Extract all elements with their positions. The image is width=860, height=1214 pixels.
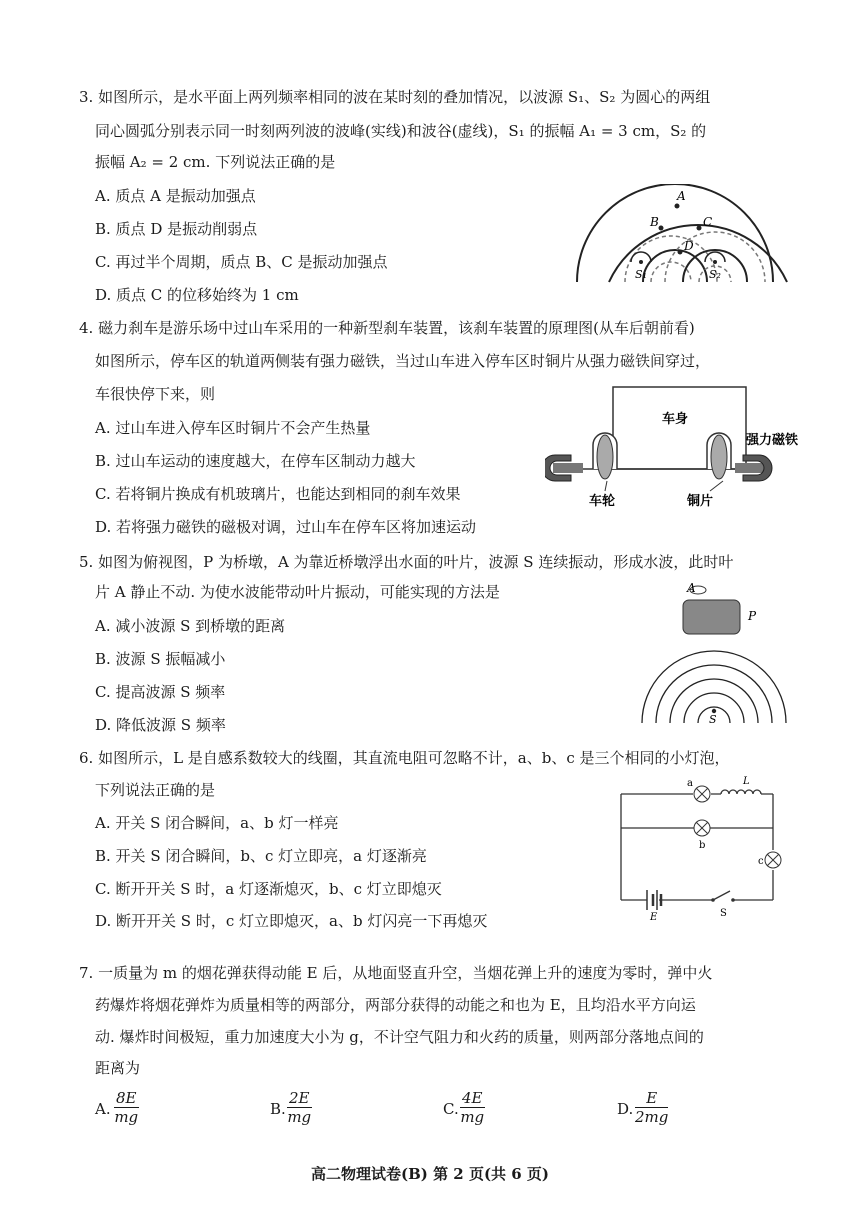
q7-option-d-label: D. (617, 1100, 634, 1118)
q7-option-b-label: B. (270, 1100, 286, 1118)
q4-option-c[interactable]: C. 若将铜片换成有机玻璃片，也能达到相同的刹车效果 (95, 485, 461, 503)
q6-label-a: a (687, 778, 693, 789)
q6-lamp-a (694, 786, 710, 802)
q5-bridge-pier (683, 600, 740, 634)
q4-right-copper (735, 463, 765, 473)
q4-left-copper (553, 463, 583, 473)
q7-option-a-denominator: mg (114, 1108, 139, 1126)
q4-label-magnet: 强力磁铁 (746, 433, 799, 448)
q3-label-a: A (677, 189, 686, 203)
q3-source-s2 (713, 260, 717, 264)
q6-lamp-b (694, 820, 710, 836)
q6-label-b: b (699, 840, 706, 851)
q6-label-s: S (720, 908, 727, 919)
q6-battery (647, 890, 661, 910)
q4-option-a[interactable]: A. 过山车进入停车区时铜片不会产生热量 (95, 419, 371, 437)
q7-line-1: 7. 一质量为 m 的烟花弹获得动能 E 后，从地面竖直升空，当烟花弹上升的速度为零时，弹中火 (79, 964, 713, 982)
q6-circuit-figure (617, 776, 785, 922)
q7-option-d-numerator: E (635, 1089, 668, 1108)
q7-option-c-label: C. (443, 1100, 459, 1118)
q3-source-s1 (639, 260, 643, 264)
q6-option-b[interactable]: B. 开关 S 闭合瞬间，b、c 灯立即亮，a 灯逐渐亮 (95, 847, 427, 865)
q4-label-body: 车身 (662, 412, 689, 427)
q4-option-d[interactable]: D. 若将强力磁铁的磁极对调，过山车在停车区将加速运动 (95, 518, 477, 536)
q3-label-s2: S₂ (709, 268, 721, 281)
q3-line-2: 同心圆弧分别表示同一时刻两列波的波峰(实线)和波谷(虚线)，S₁ 的振幅 A₁ = 3 cm，S₂ 的 (95, 122, 707, 140)
q6-label-l: L (743, 776, 750, 787)
q6-lamp-c (765, 852, 781, 868)
q3-line-3: 振幅 A₂ = 2 cm. 下列说法正确的是 (95, 153, 336, 171)
q4-option-b[interactable]: B. 过山车运动的速度越大，在停车区制动力越大 (95, 452, 416, 470)
q3-option-b[interactable]: B. 质点 D 是振动削弱点 (95, 220, 258, 238)
q3-label-d: D (684, 239, 694, 253)
q7-option-d-denominator: 2mg (635, 1108, 669, 1126)
q7-option-c-fraction (460, 1089, 485, 1126)
page-footer: 高二物理试卷(B) 第 2 页(共 6 页) (310, 1165, 550, 1183)
q4-label-copper: 铜片 (687, 494, 714, 509)
q4-line-2: 如图所示，停车区的轨道两侧装有强力磁铁，当过山车进入停车区时铜片从强力磁铁间穿过， (95, 352, 711, 370)
q6-line-1: 6. 如图所示，L 是自感系数较大的线圈，其直流电阻可忽略不计，a、b、c 是三个相同的小灯泡， (79, 749, 730, 767)
q3-label-s1: S₁ (635, 268, 647, 281)
q3-line-1: 3. 如图所示，是水平面上两列频率相同的波在某时刻的叠加情况，以波源 S₁、S₂ 为圆心的两组 (79, 88, 711, 106)
q6-option-c[interactable]: C. 断开开关 S 时，a 灯逐渐熄灭，b、c 灯立即熄灭 (95, 880, 442, 898)
q6-line-2: 下列说法正确的是 (95, 781, 216, 799)
q7-line-4: 距离为 (95, 1059, 141, 1077)
q4-magnetic-brake-figure (545, 383, 800, 513)
q6-option-d[interactable]: D. 断开开关 S 时，c 灯立即熄灭，a、b 灯闪亮一下再熄灭 (95, 912, 488, 930)
q7-option-c-denominator: mg (460, 1108, 485, 1126)
q7-option-d-fraction (635, 1089, 668, 1126)
q3-label-c: C (703, 215, 713, 229)
q4-line-3: 车很快停下来，则 (95, 385, 216, 403)
q4-label-wheel: 车轮 (589, 494, 616, 509)
q3-option-d[interactable]: D. 质点 C 的位移始终为 1 cm (95, 286, 299, 304)
q6-label-e: E (650, 912, 658, 922)
q3-point-b (659, 226, 664, 231)
q3-wave-interference-figure (573, 184, 788, 284)
q5-line-2: 片 A 静止不动. 为使水波能带动叶片振动，可能实现的方法是 (95, 583, 500, 601)
q6-label-c: c (758, 856, 764, 867)
q7-option-a-label: A. (95, 1100, 111, 1118)
q5-option-c[interactable]: C. 提高波源 S 频率 (95, 683, 226, 701)
q3-point-c (697, 226, 702, 231)
q7-line-3: 动. 爆炸时间极短，重力加速度大小为 g，不计空气阻力和火药的质量，则两部分落地点间的 (95, 1028, 704, 1046)
q5-option-d[interactable]: D. 降低波源 S 频率 (95, 716, 226, 734)
q5-label-p: P (748, 609, 757, 623)
q7-line-2: 药爆炸将烟花弹炸为质量相等的两部分，两部分获得的动能之和也为 E，且均沿水平方向运 (95, 996, 696, 1014)
q7-option-b-denominator: mg (287, 1108, 312, 1126)
q7-option-b-numerator: 2E (289, 1089, 310, 1107)
q6-switch (711, 891, 735, 902)
q3-point-d (678, 250, 683, 255)
q4-left-wheel (597, 435, 613, 479)
q7-option-b-fraction (287, 1089, 312, 1126)
q5-option-a[interactable]: A. 减小波源 S 到桥墩的距离 (95, 617, 286, 635)
q3-option-c[interactable]: C. 再过半个周期，质点 B、C 是振动加强点 (95, 253, 388, 271)
q5-option-b[interactable]: B. 波源 S 振幅减小 (95, 650, 226, 668)
q6-option-a[interactable]: A. 开关 S 闭合瞬间，a、b 灯一样亮 (95, 814, 339, 832)
q5-water-wave-figure (640, 580, 790, 725)
q5-label-s: S (709, 713, 717, 725)
q7-option-c-numerator: 4E (462, 1089, 483, 1107)
q5-label-a: A (687, 581, 696, 595)
q4-line-1: 4. 磁力刹车是游乐场中过山车采用的一种新型刹车装置，该刹车装置的原理图(从车后朝前看) (79, 319, 695, 337)
q3-option-a[interactable]: A. 质点 A 是振动加强点 (95, 187, 256, 205)
q5-line-1: 5. 如图为俯视图，P 为桥墩，A 为靠近桥墩浮出水面的叶片，波源 S 连续振动，形成水波，此时叶 (79, 553, 734, 571)
q3-point-a (675, 204, 680, 209)
q7-option-a-fraction (114, 1089, 139, 1126)
q3-label-b: B (650, 215, 659, 229)
q7-option-a-numerator: 8E (116, 1089, 137, 1107)
q4-right-wheel (711, 435, 727, 479)
